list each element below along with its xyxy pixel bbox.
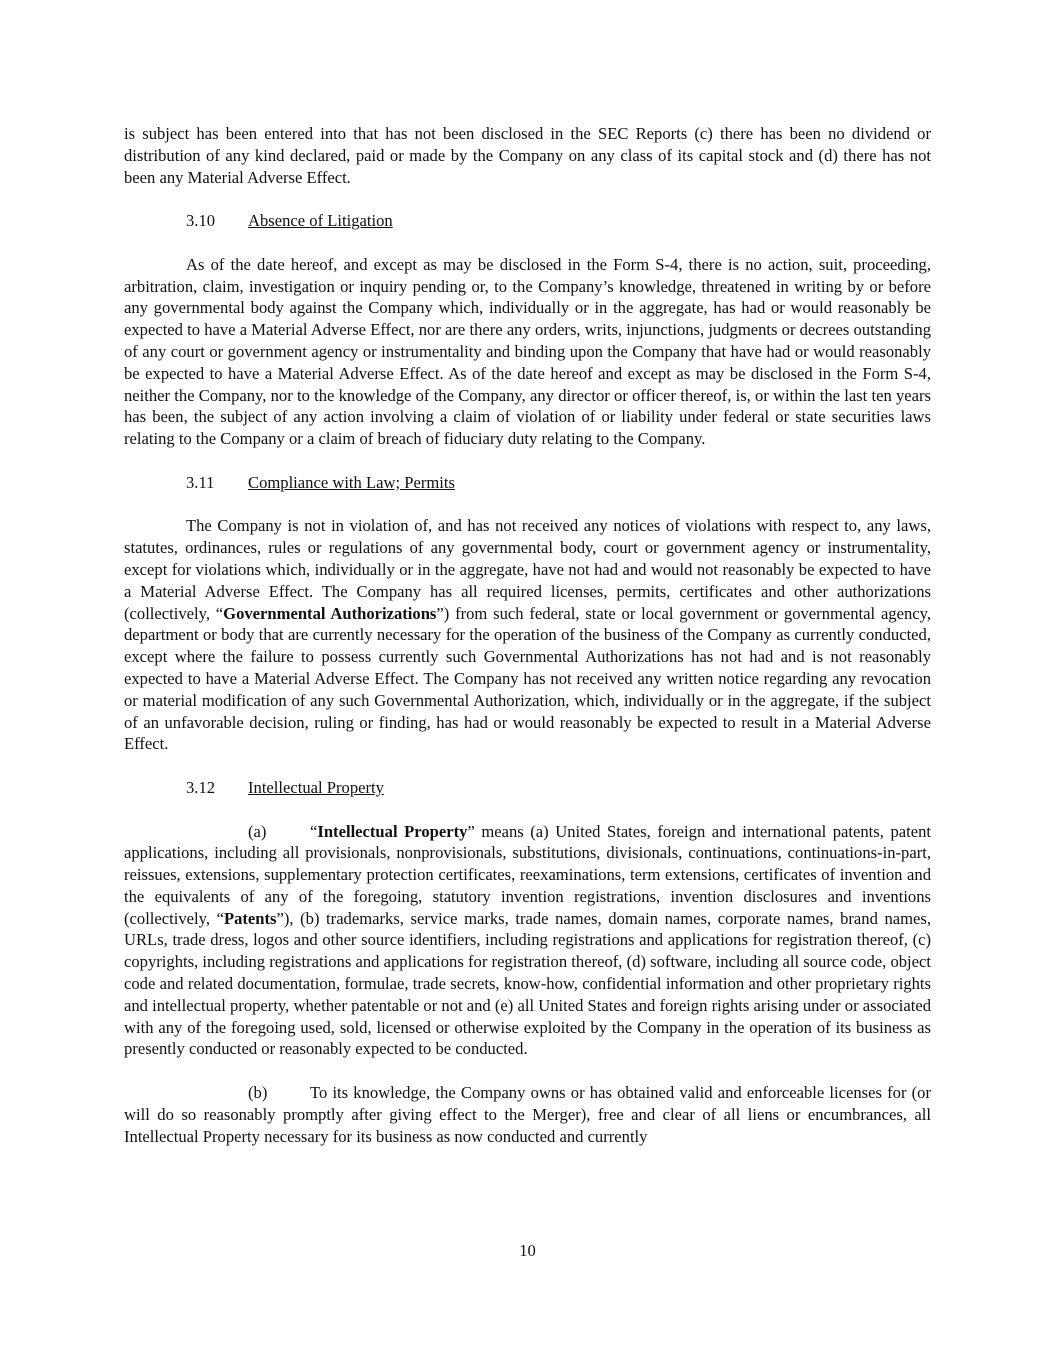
section-title: Compliance with Law; Permits — [248, 472, 455, 492]
document-page — [124, 123, 931, 1147]
section-heading-3-12 — [124, 777, 931, 799]
defined-term: Intellectual Property — [317, 821, 468, 841]
subsection-label: (b) — [248, 1083, 268, 1103]
body-text: ”) from such federal, state or local government or governmental agency, department or body that are currently necessary for the operation of the business of the Company as currently conducted, except where the failure to possess currently such Governmental Authorizations has not had and is not reasonably expected to have a Material Adverse Effect. The Company has not received any written notice regarding any revocation or material modification of any such Governmental Authorization, which, individually or in the aggregate, if the subject of an unfavorable decision, ruling or finding, has had or would reasonably be expected to result in a Material Adverse Effect. — [124, 603, 931, 754]
body-text: ”), (b) trademarks, service marks, trade names, domain names, corporate names, brand names, URLs, trade dress, logos and other source identifiers, including registrations and applications for registration thereof, (c) copyrights, including registrations and applications for registration thereof, (d) software, including all source code, object code and related documentation, formulae, trade secrets, know-how, confidential information and other proprietary rights and intellectual property, whether patentable or not and (e) all United States and foreign rights arising under or associated with any of the foregoing used, sold, licensed or otherwise exploited by the Company in the operation of its business as presently conducted or reasonably expected to be conducted. — [124, 908, 931, 1059]
body-text: ” means (a) United States, foreign and international patents, patent applications, including all provisionals, nonprovisionals, substitutions, divisionals, continuations, continuations-in-part, reissues, extensions, supplementary protection certificates, reexaminations, term extensions, certificates of invention and the equivalents of any of the foregoing, statutory invention registrations, invention disclosures and inventions (collectively, “ — [124, 821, 931, 928]
subsection-a — [124, 821, 931, 1061]
section-title: Intellectual Property — [248, 777, 384, 797]
body-text: The Company is not in violation of, and has not received any notices of violations with respect to, any laws, statutes, ordinances, rules or regulations of any governmental body, court or government agency or instrumentality, except for violations which, individually or in the aggregate, have not had and would not reasonably be expected to have a Material Adverse Effect. The Company has all required licenses, permits, certificates and other authorizations (collectively, “ — [124, 516, 931, 623]
open-quote: “ — [310, 821, 318, 841]
body-text: To its knowledge, the Company owns or has obtained valid and enforceable licenses for (or will do so reasonably promptly after giving effect to the Merger), free and clear of all liens or encumbrances, all Intellectual Property necessary for its business as now conducted and currently — [124, 1083, 931, 1146]
section-heading-3-11 — [124, 472, 931, 494]
section-3-10-body: As of the date hereof, and except as may be disclosed in the Form S-4, there is no action, suit, proceeding, arbitration, claim, investigation or inquiry pending or, to the Company’s knowledge, threatened in writing by or before any governmental body against the Company which, individually or in the aggregate, has had or would reasonably be expected to have a Material Adverse Effect, nor are there any orders, writs, injunctions, judgments or decrees outstanding of any court or government agency or instrumentality and binding upon the Company that have had or would reasonably be expected to have a Material Adverse Effect. As of the date hereof and except as may be disclosed in the Form S-4, neither the Company, nor to the knowledge of the Company, any director or officer thereof, is, or within the last ten years has been, the subject of any action involving a claim of violation of or liability under federal or state securities laws relating to the Company or a claim of breach of fiduciary duty relating to the Company. — [124, 254, 931, 449]
subsection-label: (a) — [248, 821, 267, 841]
page-number: 10 — [519, 1241, 536, 1260]
section-number: 3.11 — [186, 472, 215, 492]
section-3-11-body — [124, 515, 931, 755]
intro-paragraph: is subject has been entered into that has not been disclosed in the SEC Reports (c) there has been no dividend or distribution of any kind declared, paid or made by the Company on any class of its capital stock and (d) there has not been any Material Adverse Effect. — [124, 124, 931, 187]
section-title: Absence of Litigation — [248, 211, 393, 231]
section-number: 3.10 — [186, 211, 216, 231]
defined-term: Patents — [223, 908, 277, 928]
section-number: 3.12 — [186, 777, 216, 797]
subsection-b — [124, 1082, 931, 1147]
defined-term: Governmental Authorizations — [223, 603, 437, 623]
section-heading-3-10 — [124, 210, 931, 232]
